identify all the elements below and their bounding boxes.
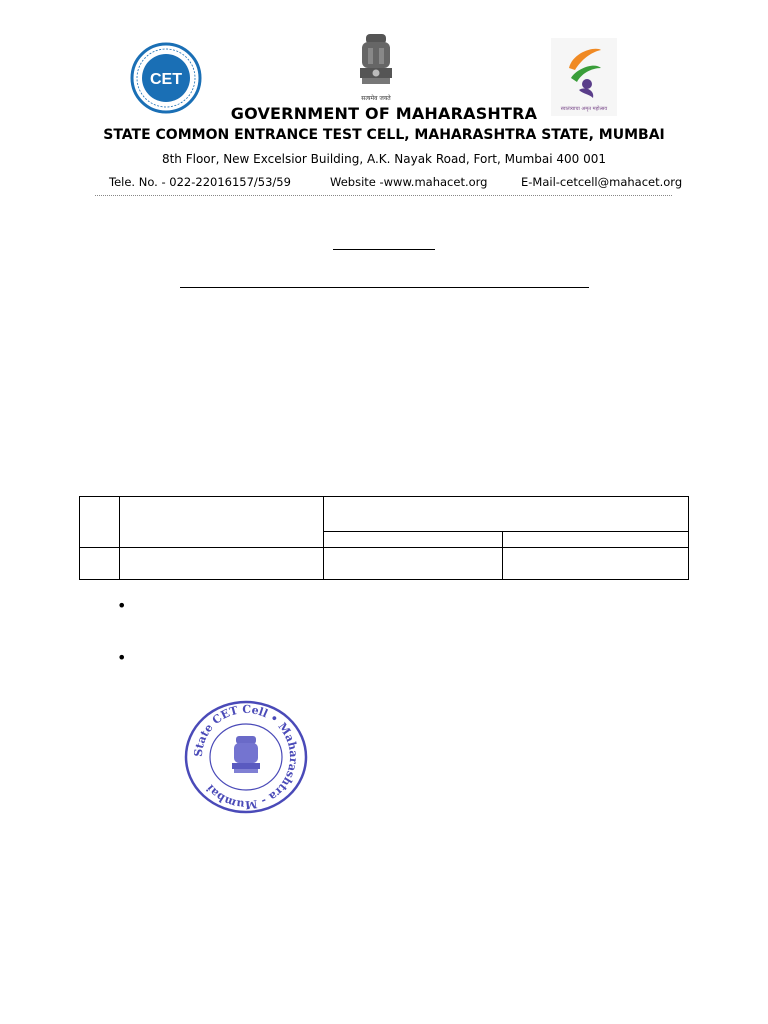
list-item: • xyxy=(117,648,127,667)
list-item: • xyxy=(117,596,127,615)
telephone-number: Tele. No. - 022-22016157/53/59 xyxy=(109,175,291,189)
state-cet-cell-seal-icon xyxy=(184,700,308,814)
national-emblem-icon xyxy=(352,30,400,110)
emblem-motto: सत्यमेव जयते xyxy=(361,95,391,102)
table-cell xyxy=(323,548,503,580)
email-link[interactable]: E-Mail-cetcell@mahacet.org xyxy=(521,175,683,189)
table-cell xyxy=(503,532,689,548)
table-row xyxy=(80,497,689,532)
title-underline xyxy=(333,249,435,250)
seal-ring-text: State CET Cell • Maharashtra - Mumbai xyxy=(191,702,301,812)
table-cell xyxy=(80,548,120,580)
azadi-tagline: स्वातंत्र्याचा अमृत महोत्सव xyxy=(560,106,608,112)
header-divider xyxy=(95,195,672,196)
table-cell xyxy=(119,548,323,580)
table-row xyxy=(80,548,689,580)
data-table xyxy=(79,496,689,580)
office-address: 8th Floor, New Excelsior Building, A.K. Nayak Road, Fort, Mumbai 400 001 xyxy=(161,152,607,166)
government-title: GOVERNMENT OF MAHARASHTRA xyxy=(230,104,538,123)
table-cell xyxy=(503,548,689,580)
table-cell xyxy=(323,497,688,532)
cet-logo-text: CET xyxy=(150,71,182,88)
table-cell xyxy=(323,532,503,548)
department-title: STATE COMMON ENTRANCE TEST CELL, MAHARASHTRA STATE, MUMBAI xyxy=(103,127,665,143)
subject-underline xyxy=(180,287,589,288)
table-cell xyxy=(80,497,120,548)
website-link[interactable]: Website -www.mahacet.org xyxy=(330,175,488,189)
table-cell xyxy=(119,497,323,548)
